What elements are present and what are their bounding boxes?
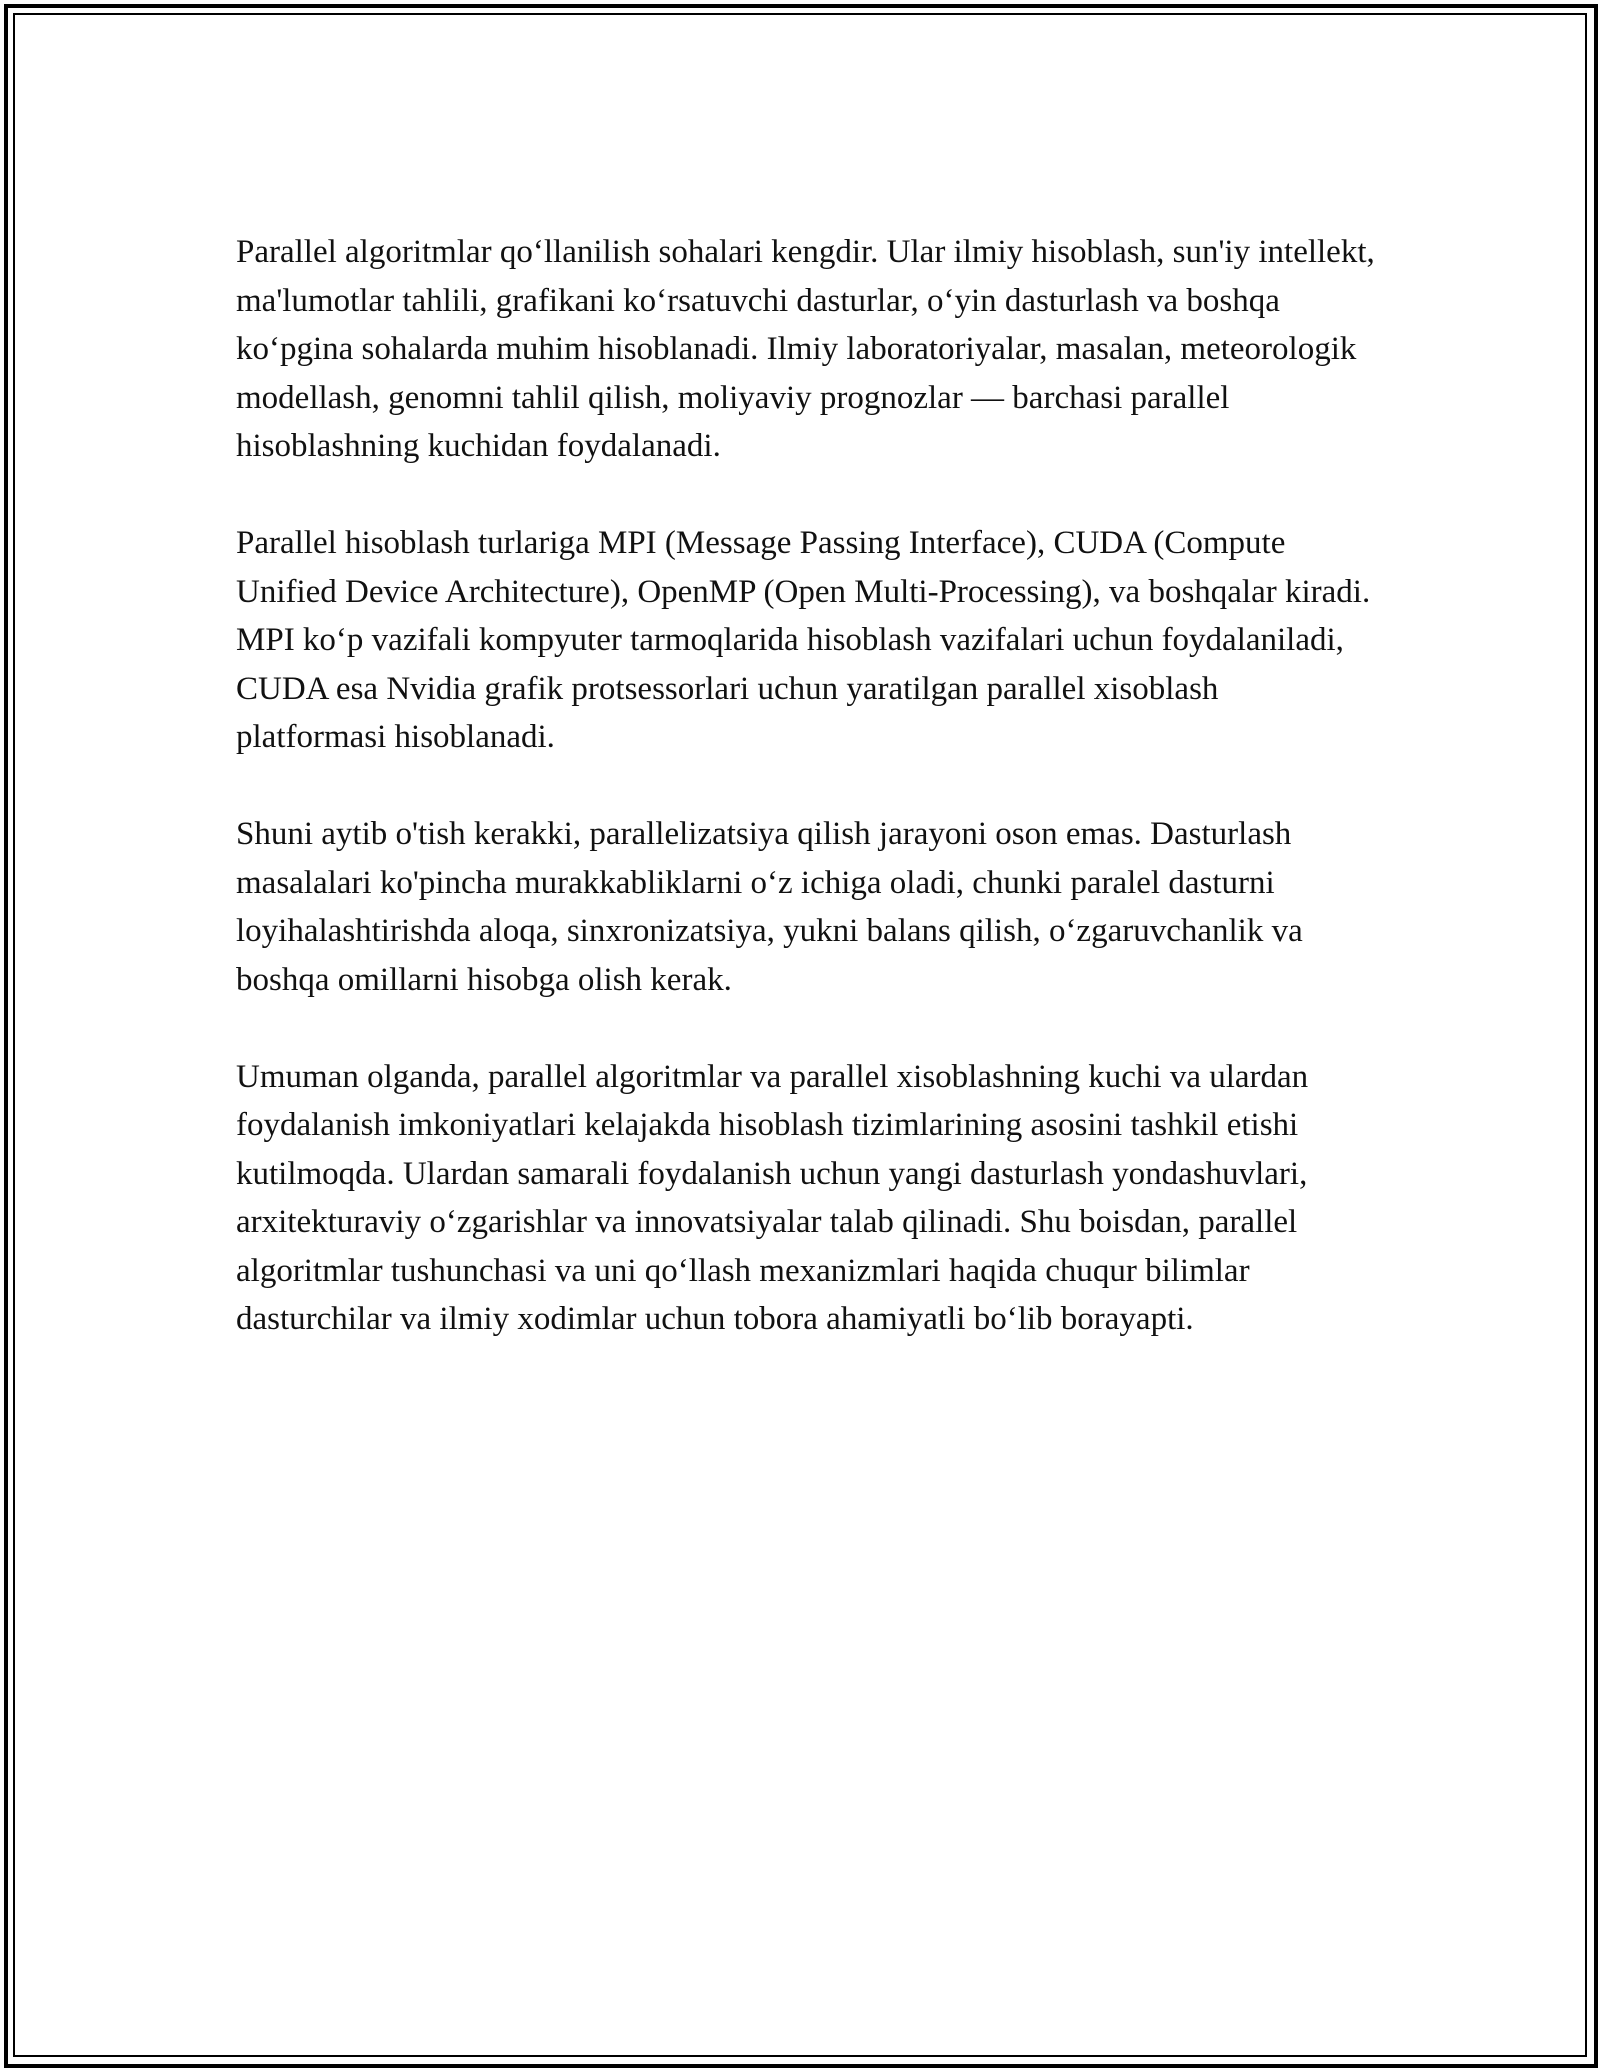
document-body (236, 228, 1376, 1392)
paragraph-computing-types: Parallel hisoblash turlariga MPI (Message Passing Interface), CUDA (Compute Unified Device Architecture), OpenMP (Open Multi-Processing), va boshqalar kiradi. MPI ko‘p vazifali kompyuter tarmoqlarida hisoblash vazifalari uchun foydalaniladi, CUDA esa Nvidia grafik protsessorlari uchun yaratilgan parallel xisoblash platformasi hisoblanadi. (236, 525, 1371, 755)
paragraph-challenges: Shuni aytib o'tish kerakki, parallelizatsiya qilish jarayoni oson emas. Dasturlash masalalari ko'pincha murakkabliklarni o‘z ichiga oladi, chunki paralel dasturni loyihalashtirishda aloqa, sinxronizatsiya, yukni balans qilish, o‘zgaruvchanlik va boshqa omillarni hisobga olish kerak. (236, 816, 1303, 998)
paragraph-applications: Parallel algoritmlar qo‘llanilish sohalari kengdir. Ular ilmiy hisoblash, sun'iy intellekt, ma'lumotlar tahlili, grafikani ko‘rsatuvchi dasturlar, o‘yin dasturlash va boshqa ko‘pgina sohalarda muhim hisoblanadi. Ilmiy laboratoriyalar, masalan, meteorologik modellash, genomni tahlil qilish, moliyaviy prognozlar — barchasi parallel hisoblashning kuchidan foydalanadi. (236, 234, 1375, 464)
paragraph-conclusion: Umuman olganda, parallel algoritmlar va parallel xisoblashning kuchi va ulardan foydalanish imkoniyatlari kelajakda hisoblash tizimlarining asosini tashkil etishi kutilmoqda. Ulardan samarali foydalanish uchun yangi dasturlash yondashuvlari, arxitekturaviy o‘zgarishlar va innovatsiyalar talab qilinadi. Shu boisdan, parallel algoritmlar tushunchasi va uni qo‘llash mexanizmlari haqida chuqur bilimlar dasturchilar va ilmiy xodimlar uchun tobora ahamiyatli bo‘lib borayapti. (236, 1058, 1309, 1337)
